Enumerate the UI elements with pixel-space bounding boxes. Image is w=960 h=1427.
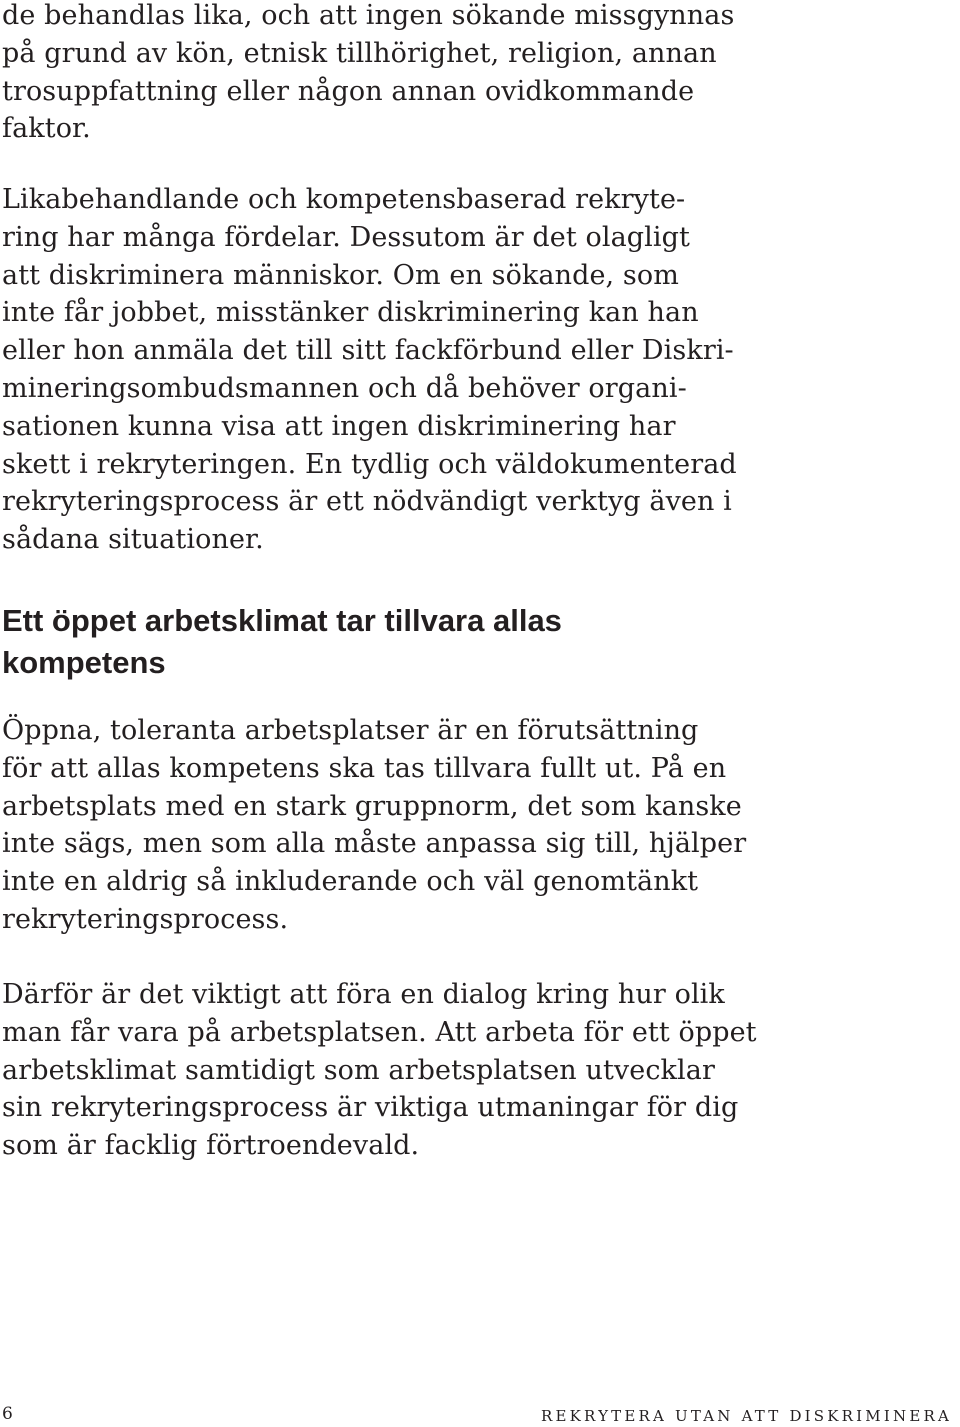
text-line: sådana situationer.	[2, 524, 264, 556]
text-line: eller hon anmäla det till sitt fackförbund eller Diskri-	[2, 335, 734, 367]
paragraph-recruitment	[2, 181, 737, 559]
text-line: de behandlas lika, och att ingen sökande missgynnas	[2, 0, 735, 31]
text-line: Likabehandlande och kompetensbaserad rekryte-	[2, 184, 686, 215]
text-line: för att allas kompetens ska tas tillvara fullt ut. På en	[2, 752, 727, 784]
text-line: trosuppfattning eller någon annan ovidkommande	[2, 75, 695, 107]
text-line: Öppna, toleranta arbetsplatser är en förutsättning	[2, 715, 699, 746]
text-line: inte en aldrig så inkluderande och väl genomtänkt	[2, 866, 699, 898]
text-line: skett i rekryteringen. En tydlig och väldokumenterad	[2, 448, 737, 480]
heading-line: Ett öppet arbetsklimat tar tillvara allas	[2, 603, 562, 638]
text-line: inte sägs, men som alla måste anpassa sig till, hjälper	[2, 828, 747, 860]
page-number: 6	[2, 1404, 13, 1424]
text-line: som är facklig förtroendevald.	[2, 1130, 420, 1162]
text-line: ring har många fördelar. Dessutom är det olagligt	[2, 221, 690, 253]
text-line: rekryteringsprocess.	[2, 903, 289, 935]
text-line: sationen kunna visa att ingen diskriminering har	[2, 410, 676, 442]
text-line: arbetsklimat samtidigt som arbetsplatsen utvecklar	[2, 1054, 715, 1086]
text-line: rekryteringsprocess är ett nödvändigt verktyg även i	[2, 486, 732, 518]
paragraph-intro	[2, 0, 734, 148]
text-line: sin rekryteringsprocess är viktiga utmaningar för dig	[2, 1092, 739, 1124]
text-line: att diskriminera människor. Om en sökande, som	[2, 259, 679, 291]
heading-line: kompetens	[2, 645, 166, 680]
text-line: Därför är det viktigt att föra en dialog kring hur olik	[2, 979, 725, 1010]
text-line: man får vara på arbetsplatsen. Att arbeta för ett öppet	[2, 1016, 757, 1048]
text-line: faktor.	[2, 113, 91, 145]
text-line: på grund av kön, etnisk tillhörighet, religion, annan	[2, 37, 717, 69]
text-line: arbetsplats med en stark gruppnorm, det som kanske	[2, 790, 742, 822]
text-line: inte får jobbet, misstänker diskriminering kan han	[2, 297, 699, 329]
running-title: REKRYTERA UTAN ATT DISKRIMINERA	[541, 1407, 952, 1425]
paragraph-open-workplaces	[2, 712, 746, 939]
section-heading	[2, 600, 562, 684]
text-line: mineringsombudsmannen och då behöver organi-	[2, 372, 687, 404]
paragraph-dialog	[2, 976, 757, 1165]
